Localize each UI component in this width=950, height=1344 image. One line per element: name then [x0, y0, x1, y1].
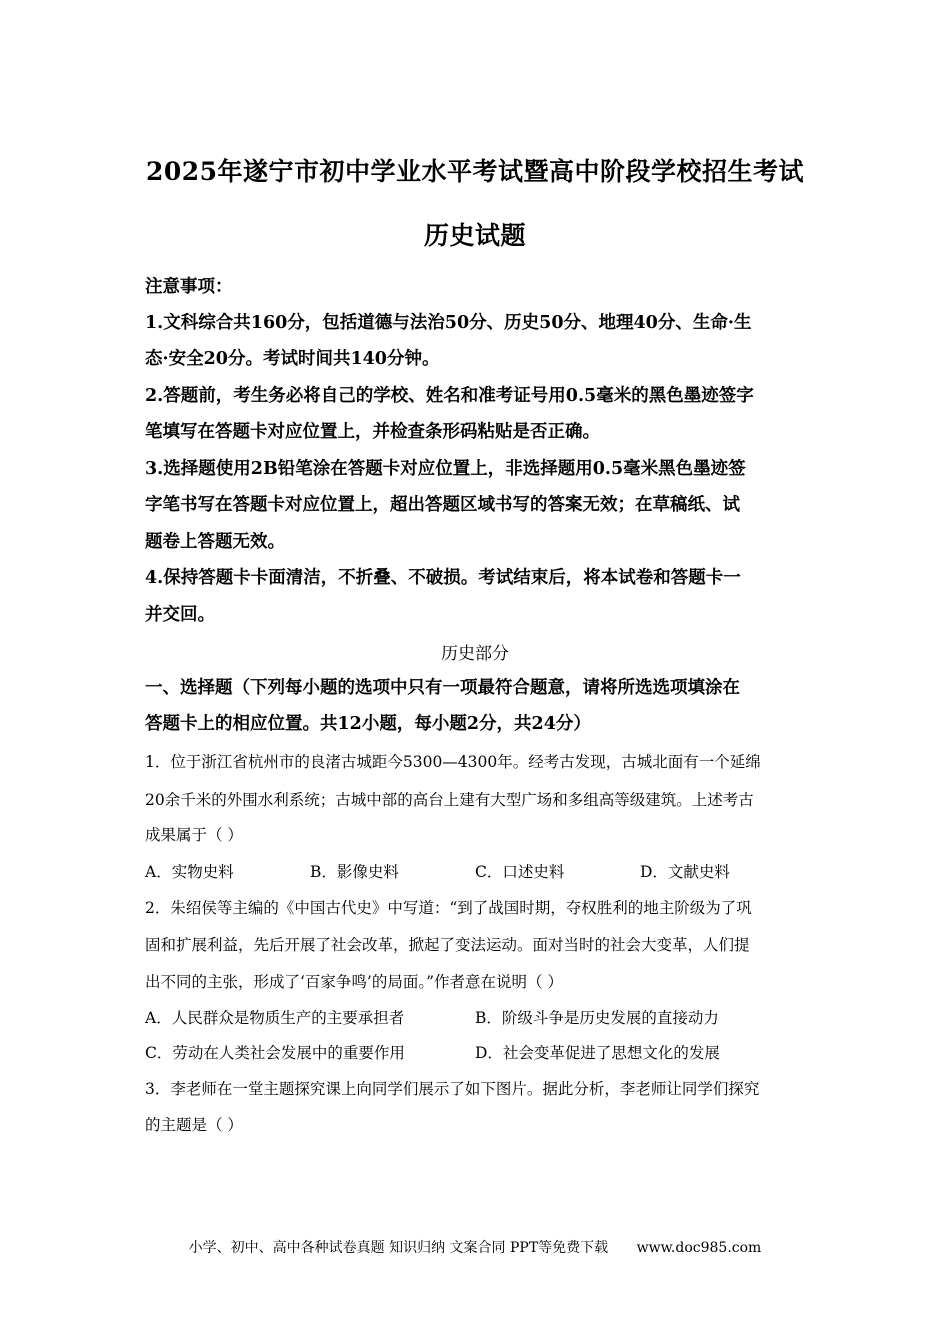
- notice-line: 1.文科综合共160分，包括道德与法治50分、历史50分、地理40分、生命·生: [145, 313, 752, 333]
- question-stem: 20余千米的外围水利系统；古城中部的高台上建有大型广场和多组高等级建筑。上述考古: [145, 791, 754, 809]
- option-b: B．影像史料: [310, 863, 399, 881]
- section-title: 历史部分: [441, 644, 509, 664]
- notice-heading: 注意事项：: [145, 277, 233, 297]
- question-stem: 成果属于（ ）: [145, 826, 243, 844]
- exam-title: 2025年遂宁市初中学业水平考试暨高中阶段学校招生考试: [145, 157, 805, 186]
- question-stem: 2．朱绍侯等主编的《中国古代史》中写道：“到了战国时期，夺权胜利的地主阶级为了巩: [145, 899, 752, 917]
- question-stem: 出不同的主张，形成了‘百家争鸣’的局面。”作者意在说明（ ）: [145, 973, 563, 991]
- notice-line: 笔填写在答题卡对应位置上，并检查条形码粘贴是否正确。: [145, 422, 600, 442]
- footer-text: 小学、初中、高中各种试卷真题 知识归纳 文案合同 PPT等免费下载: [188, 1240, 609, 1256]
- notice-line: 3.选择题使用2B铅笔涂在答题卡对应位置上，非选择题用0.5毫米黑色墨迹签: [145, 459, 746, 479]
- question-stem: 3．李老师在一堂主题探究课上向同学们展示了如下图片。据此分析，李老师让同学们探究: [145, 1080, 760, 1098]
- question-stem: 1．位于浙江省杭州市的良渚古城距今5300—4300年。经考古发现，古城北面有一个延绵: [145, 753, 761, 771]
- option-d: D．社会变革促进了思想文化的发展: [475, 1044, 720, 1062]
- notice-line: 态·安全20分。考试时间共140分钟。: [145, 349, 440, 369]
- notice-line: 4.保持答题卡卡面清洁，不折叠、不破损。考试结束后，将本试卷和答题卡一: [145, 568, 741, 588]
- option-a: A．实物史料: [145, 863, 234, 881]
- option-b: B．阶级斗争是历史发展的直接动力: [475, 1009, 719, 1027]
- option-c: C．口述史料: [475, 863, 565, 881]
- subject-title: 历史试题: [423, 221, 526, 250]
- part-heading: 答题卡上的相应位置。共12小题，每小题2分，共24分）: [145, 714, 591, 734]
- question-stem: 的主题是（ ）: [145, 1116, 243, 1134]
- footer-link[interactable]: www.doc985.com: [636, 1240, 762, 1256]
- part-heading: 一、选择题（下列每小题的选项中只有一项最符合题意，请将所选选项填涂在: [145, 678, 740, 698]
- option-a: A．人民群众是物质生产的主要承担者: [145, 1009, 405, 1027]
- notice-line: 题卷上答题无效。: [145, 532, 285, 552]
- option-c: C．劳动在人类社会发展中的重要作用: [145, 1044, 405, 1062]
- option-d: D．文献史料: [640, 863, 730, 881]
- notice-line: 字笔书写在答题卡对应位置上，超出答题区域书写的答案无效；在草稿纸、试: [145, 495, 740, 515]
- page-footer: [0, 1237, 950, 1257]
- notice-line: 并交回。: [145, 605, 215, 625]
- question-stem: 固和扩展利益，先后开展了社会改革，掀起了变法运动。面对当时的社会大变革，人们提: [145, 936, 750, 954]
- notice-line: 2.答题前，考生务必将自己的学校、姓名和准考证号用0.5毫米的黑色墨迹签字: [145, 386, 754, 406]
